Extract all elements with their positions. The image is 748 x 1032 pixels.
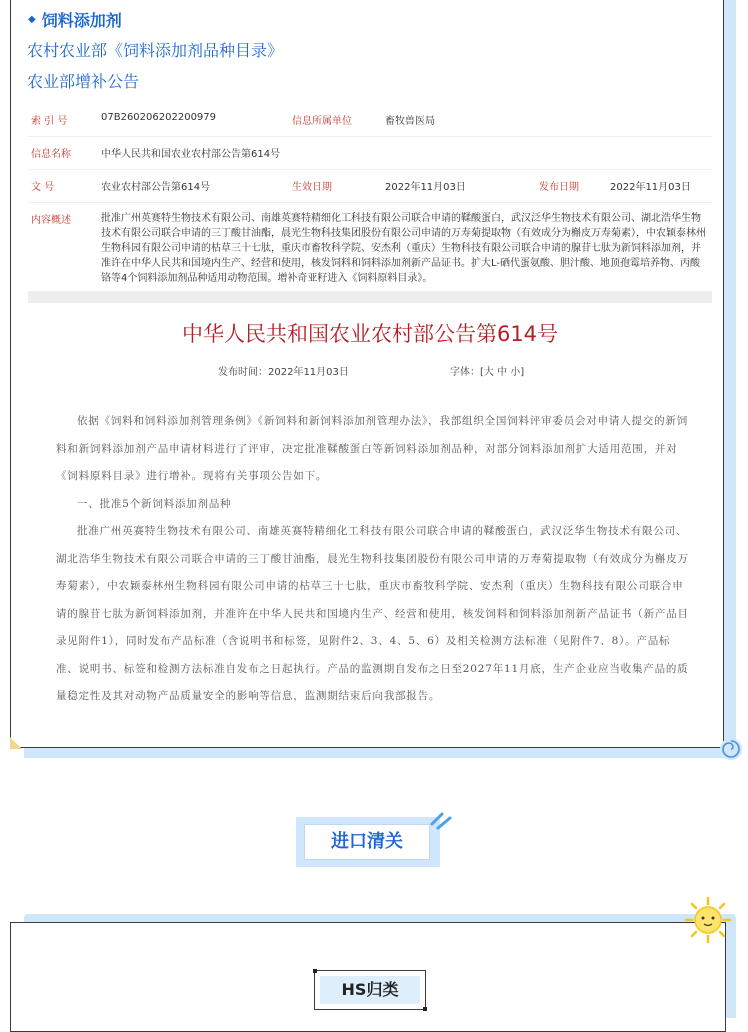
section-title — [28, 8, 122, 31]
hs-heading: HS归类 — [320, 976, 420, 1004]
card-shadow-right — [724, 0, 736, 752]
unit-label: 信息所属单位 — [292, 116, 352, 127]
name-value: 中华人民共和国农业农村部公告第614号 — [101, 149, 281, 160]
publish-time: 发布时间：2022年11月03日 — [218, 367, 349, 378]
diamond-bullet-icon: ◆ — [28, 14, 36, 25]
divider-bar — [28, 291, 712, 303]
sun-icon — [678, 894, 738, 946]
publish-value: 2022年11月03日 — [610, 182, 691, 193]
body-paragraph: 批准广州英赛特生物技术有限公司、南雄英赛特精细化工科技有限公司联合申请的鞣酸蛋白，武汉泛华生物技术有限公司、湖北浩华生物技术有限公司联合申请的三丁酸甘油酯，晨光生物科技集团股份有限公司申请的万寿菊提取物（有效成分为槲皮万寿菊素），中农颖泰林州生物科园有限公司申请的枯草三十七肽，重庆市畜牧科学院、安杰利（重庆）生物科技有限公司联合申请的腺苷七肽为新饲料添加剂，并准许在中华人民共和国境内生产、经营和使用，核发饲料和饲料添加剂新产品证书（新产品目录见附件1），同时发布产品标准（含说明书和标签，见附件2、3、4、5、6）及相关检测方法标准（见附件7、8）。产品标准、说明书、标签和检测方法标准自发布之日起执行。产品的监测期自发布之日至2027年11月底，生产企业应当收集产品的质量稳定性及其对动物产品质量安全的影响等信息，监测期结束后向我部报告。 — [56, 525, 689, 702]
summary-label: 内容概述 — [31, 215, 71, 226]
doc-value: 农业农村部公告第614号 — [101, 182, 211, 193]
body-paragraph: 一、批准5个新饲料添加剂品种 — [77, 497, 232, 510]
publish-label: 发布日期 — [539, 182, 579, 193]
effective-label: 生效日期 — [292, 182, 332, 193]
swirl-icon — [718, 736, 744, 762]
info-table — [28, 104, 712, 293]
info-row-summary — [28, 203, 712, 293]
section-title-text: 饲料添加剂 — [41, 11, 122, 30]
body-paragraph: 依据《饲料和饲料添加剂管理条例》《新饲料和新饲料添加剂管理办法》，我部组织全国饲料评审委员会对申请人提交的新饲料和新饲料添加剂产品申请材料进行了评审，决定批准鞣酸蛋白等新饲料添加剂品种，对部分饲料添加剂扩大适用范围，并对《饲料原料目录》进行增补。现将有关事项公告如下。 — [56, 415, 688, 482]
index-value: 07B260206202200979 — [101, 112, 217, 123]
spark-icon — [428, 810, 454, 830]
info-row-doc — [28, 170, 712, 203]
info-row-index — [28, 104, 712, 137]
unit-value: 畜牧兽医局 — [385, 116, 435, 127]
catalog-link[interactable]: 农村农业部《饲料添加剂品种目录》 — [27, 41, 284, 60]
summary-value: 批准广州英赛特生物技术有限公司、南雄英赛特精细化工科技有限公司联合申请的鞣酸蛋白，武汉泛华生物技术有限公司、湖北浩华生物技术有限公司联合申请的三丁酸甘油酯，晨光生物科技集团股份有限公司申请的万寿菊提取物（有效成分为槲皮万寿菊素），中农颖泰林州生物科园有限公司申请的枯草三十七肽，重庆市畜牧科学院、安杰利（重庆）生物科技有限公司联合申请的腺苷七肽为新饲料添加剂，并准许在中华人民共和国境内生产、经营和使用，核发饲料和饲料添加剂新产品证书。扩大L-硒代蛋氨酸、胆汁酸、地顶孢霉培养物、丙酸铬等4个饲料添加剂品种适用动物范围。增补奇亚籽进入《饲料原料目录》。 — [101, 213, 706, 284]
name-label: 信息名称 — [31, 149, 71, 160]
customs-heading: 进口清关 — [304, 824, 430, 860]
corner-dot — [313, 969, 317, 973]
card-shadow-bottom — [24, 748, 736, 758]
hs-heading-frame — [314, 970, 426, 1010]
index-label: 索 引 号 — [31, 116, 68, 127]
effective-value: 2022年11月03日 — [385, 182, 466, 193]
notice-title: 中华人民共和国农业农村部公告第614号 — [181, 322, 559, 346]
supplement-notice-link[interactable]: 农业部增补公告 — [27, 72, 140, 91]
notice-body — [56, 408, 690, 711]
page-fold-decoration — [10, 737, 22, 749]
doc-label: 文 号 — [31, 182, 55, 193]
customs-heading-frame — [296, 817, 440, 867]
corner-dot — [423, 1007, 427, 1011]
info-row-name — [28, 137, 712, 170]
font-size-selector[interactable]: 字体：[大 中 小] — [450, 367, 525, 378]
